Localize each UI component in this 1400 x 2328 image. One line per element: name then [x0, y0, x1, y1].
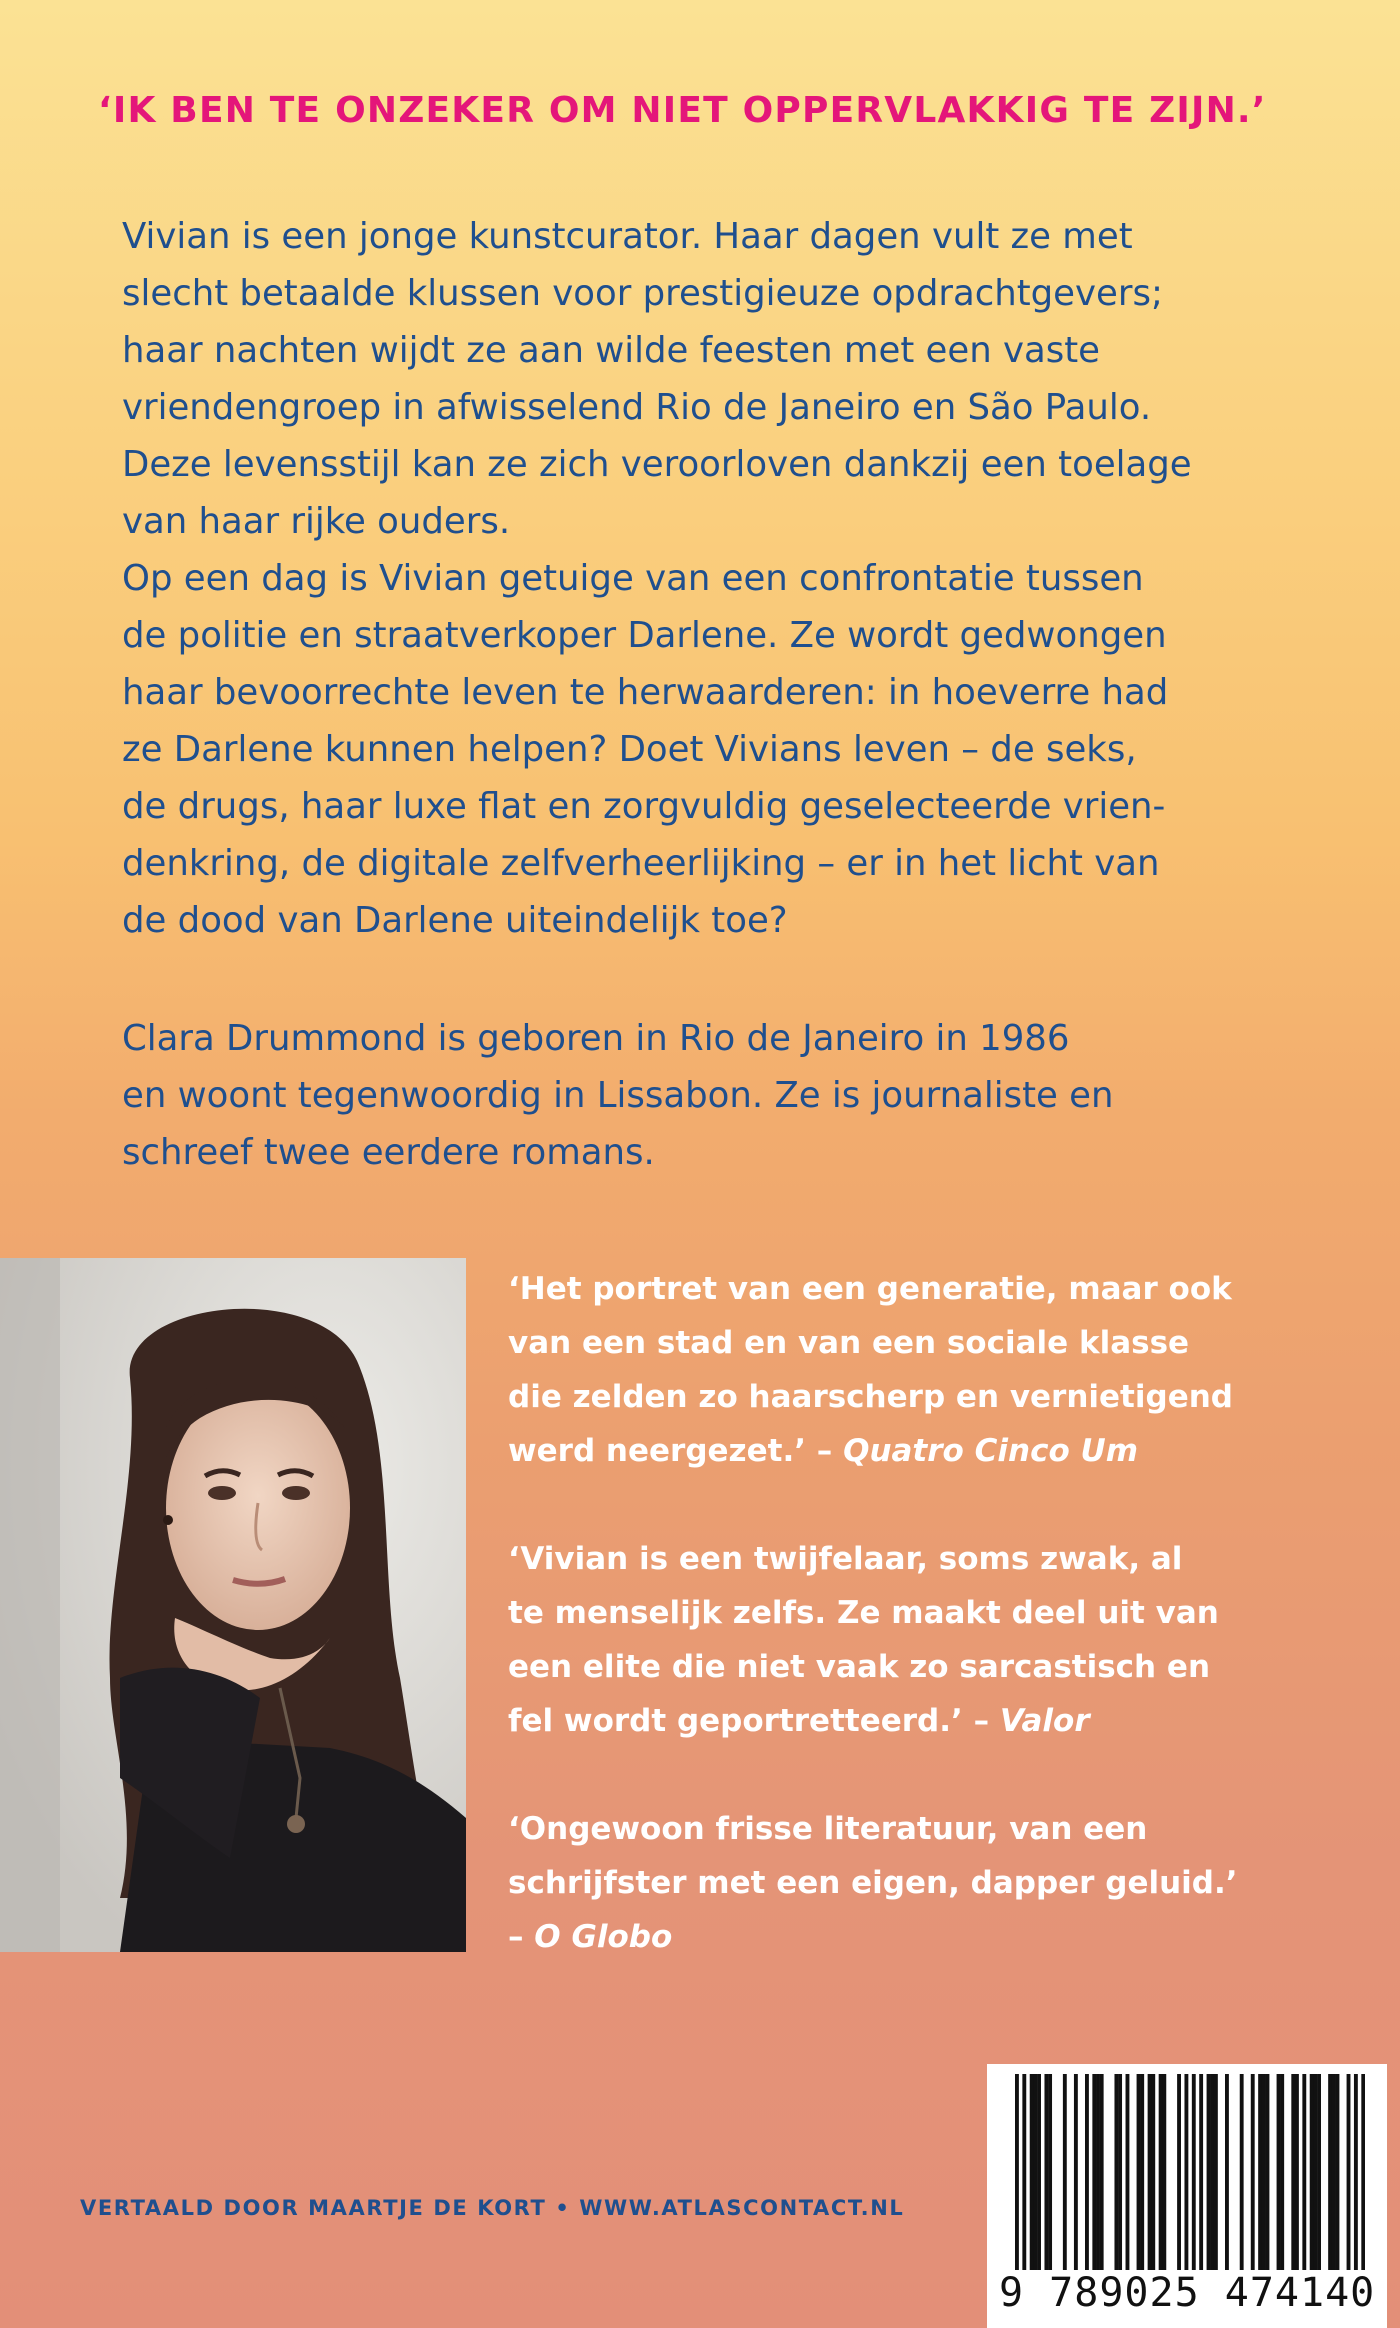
barcode-bar — [1184, 2074, 1188, 2270]
quote-line: ‘Ongewoon frisse literatuur, van een — [508, 1811, 1148, 1847]
synopsis-line: de drugs, haar luxe flat en zorgvuldig geselecteerde vrien- — [122, 786, 1166, 827]
barcode-bar — [1361, 2074, 1365, 2270]
barcode-bar — [1074, 2074, 1078, 2270]
isbn-number: 9 789025 474140 — [999, 2270, 1376, 2316]
barcode-bar — [1022, 2074, 1026, 2270]
quote-source: Quatro Cinco Um — [843, 1433, 1139, 1469]
isbn-barcode — [987, 2064, 1387, 2328]
barcode-bar — [1033, 2074, 1037, 2270]
author-photo — [0, 1258, 466, 1952]
quote-line: die zelden zo haarscherp en vernietigend — [508, 1379, 1233, 1415]
barcode-bar — [1044, 2074, 1048, 2270]
quote-line — [508, 1694, 1388, 1748]
quote-line: een elite die niet vaak zo sarcastisch en — [508, 1649, 1211, 1685]
barcode-bar — [1313, 2074, 1317, 2270]
barcode-bar — [1177, 2074, 1181, 2270]
quote-line: ‘Het portret van een generatie, maar ook — [508, 1271, 1232, 1307]
bio-line: Clara Drummond is geboren in Rio de Janeiro in 1986 — [122, 1018, 1070, 1059]
barcode-bar — [1207, 2074, 1211, 2270]
barcode-bar — [1137, 2074, 1141, 2270]
barcode-bar — [1092, 2074, 1096, 2270]
translator-credit: VERTAALD DOOR MAARTJE DE KORT • WWW.ATLASCONTACT.NL — [80, 2196, 905, 2220]
synopsis-line: de dood van Darlene uiteindelijk toe? — [122, 900, 788, 941]
barcode-bar — [1015, 2074, 1019, 2270]
quote-line: schrijfster met een eigen, dapper geluid.’ — [508, 1865, 1238, 1901]
barcode-bar — [1162, 2074, 1166, 2270]
barcode-bar — [1225, 2074, 1229, 2270]
barcode-bar — [1266, 2074, 1270, 2270]
barcode-bar — [1151, 2074, 1155, 2270]
barcode-bar — [1114, 2074, 1118, 2270]
barcode-bar — [1140, 2074, 1144, 2270]
press-quote — [508, 1802, 1388, 1964]
headline-quote: ‘IK BEN TE ONZEKER OM NIET OPPERVLAKKIG TE ZIJN.’ — [98, 90, 1267, 131]
synopsis-line: van haar rijke ouders. — [122, 501, 511, 542]
quote-last-line: fel wordt geportretteerd.’ – — [508, 1703, 1000, 1739]
bio-line: en woont tegenwoordig in Lissabon. Ze is journaliste en — [122, 1075, 1114, 1116]
barcode-bar — [1251, 2074, 1255, 2270]
quote-last-line: – — [508, 1919, 535, 1955]
barcode-bar — [1100, 2074, 1104, 2270]
author-bio — [122, 1010, 1272, 1181]
barcode-bar — [1159, 2074, 1163, 2270]
synopsis-line: slecht betaalde klussen voor prestigieuze opdrachtgevers; — [122, 273, 1163, 314]
barcode-bar — [1214, 2074, 1218, 2270]
quote-source: Valor — [999, 1703, 1090, 1739]
barcode-bar — [1096, 2074, 1100, 2270]
barcode-bar — [1295, 2074, 1299, 2270]
barcode-bar — [1280, 2074, 1284, 2270]
barcode-bar — [1277, 2074, 1281, 2270]
barcode-bar — [1328, 2074, 1332, 2270]
synopsis-line: Deze levensstijl kan ze zich veroorloven dankzij een toelage — [122, 444, 1192, 485]
barcode-bar — [1347, 2074, 1351, 2270]
barcode-bar — [1291, 2074, 1295, 2270]
synopsis-line: haar nachten wijdt ze aan wilde feesten met een vaste — [122, 330, 1101, 371]
press-quotes — [508, 1262, 1388, 2018]
barcode-bar — [1192, 2074, 1196, 2270]
press-quote — [508, 1532, 1388, 1748]
barcode-bar — [1302, 2074, 1306, 2270]
quote-line: ‘Vivian is een twijfelaar, soms zwak, al — [508, 1541, 1183, 1577]
barcode-bar — [1354, 2074, 1358, 2270]
bio-line: schreef twee eerdere romans. — [122, 1132, 655, 1173]
author-portrait-illustration — [0, 1258, 466, 1952]
barcode-bar — [1262, 2074, 1266, 2270]
barcode-bar — [1037, 2074, 1041, 2270]
synopsis-line: vriendengroep in afwisselend Rio de Janeiro en São Paulo. — [122, 387, 1152, 428]
quote-line — [508, 1424, 1388, 1478]
barcode-bar — [1048, 2074, 1052, 2270]
synopsis — [122, 208, 1272, 949]
barcode-bar — [1310, 2074, 1314, 2270]
barcode-bar — [1240, 2074, 1244, 2270]
quote-line — [508, 1910, 1388, 1964]
synopsis-line: denkring, de digitale zelfverheerlijking – er in het licht van — [122, 843, 1160, 884]
barcode-bar — [1118, 2074, 1122, 2270]
barcode-bar — [1199, 2074, 1203, 2270]
press-quote — [508, 1262, 1388, 1478]
barcode-bar — [1317, 2074, 1321, 2270]
barcode-bar — [1063, 2074, 1067, 2270]
synopsis-line: Op een dag is Vivian getuige van een confrontatie tussen — [122, 558, 1144, 599]
quote-source: O Globo — [534, 1919, 673, 1955]
synopsis-line: ze Darlene kunnen helpen? Doet Vivians leven – de seks, — [122, 729, 1137, 770]
synopsis-line: de politie en straatverkoper Darlene. Ze wordt gedwongen — [122, 615, 1167, 656]
quote-line: van een stad en van een sociale klasse — [508, 1325, 1190, 1361]
synopsis-line: Vivian is een jonge kunstcurator. Haar dagen vult ze met — [122, 216, 1133, 257]
barcode-bar — [1085, 2074, 1089, 2270]
barcode-bar — [1210, 2074, 1214, 2270]
barcode-bar — [1258, 2074, 1262, 2270]
quote-last-line: werd neergezet.’ – — [508, 1433, 844, 1469]
barcode-bar — [1126, 2074, 1130, 2270]
barcode-bar — [1148, 2074, 1152, 2270]
barcode-bars — [1015, 2074, 1365, 2270]
synopsis-line: haar bevoorrechte leven te herwaarderen: in hoeverre had — [122, 672, 1169, 713]
quote-line: te menselijk zelfs. Ze maakt deel uit van — [508, 1595, 1219, 1631]
barcode-bar — [1030, 2074, 1034, 2270]
barcode-bar — [1336, 2074, 1340, 2270]
barcode-bar — [1332, 2074, 1336, 2270]
